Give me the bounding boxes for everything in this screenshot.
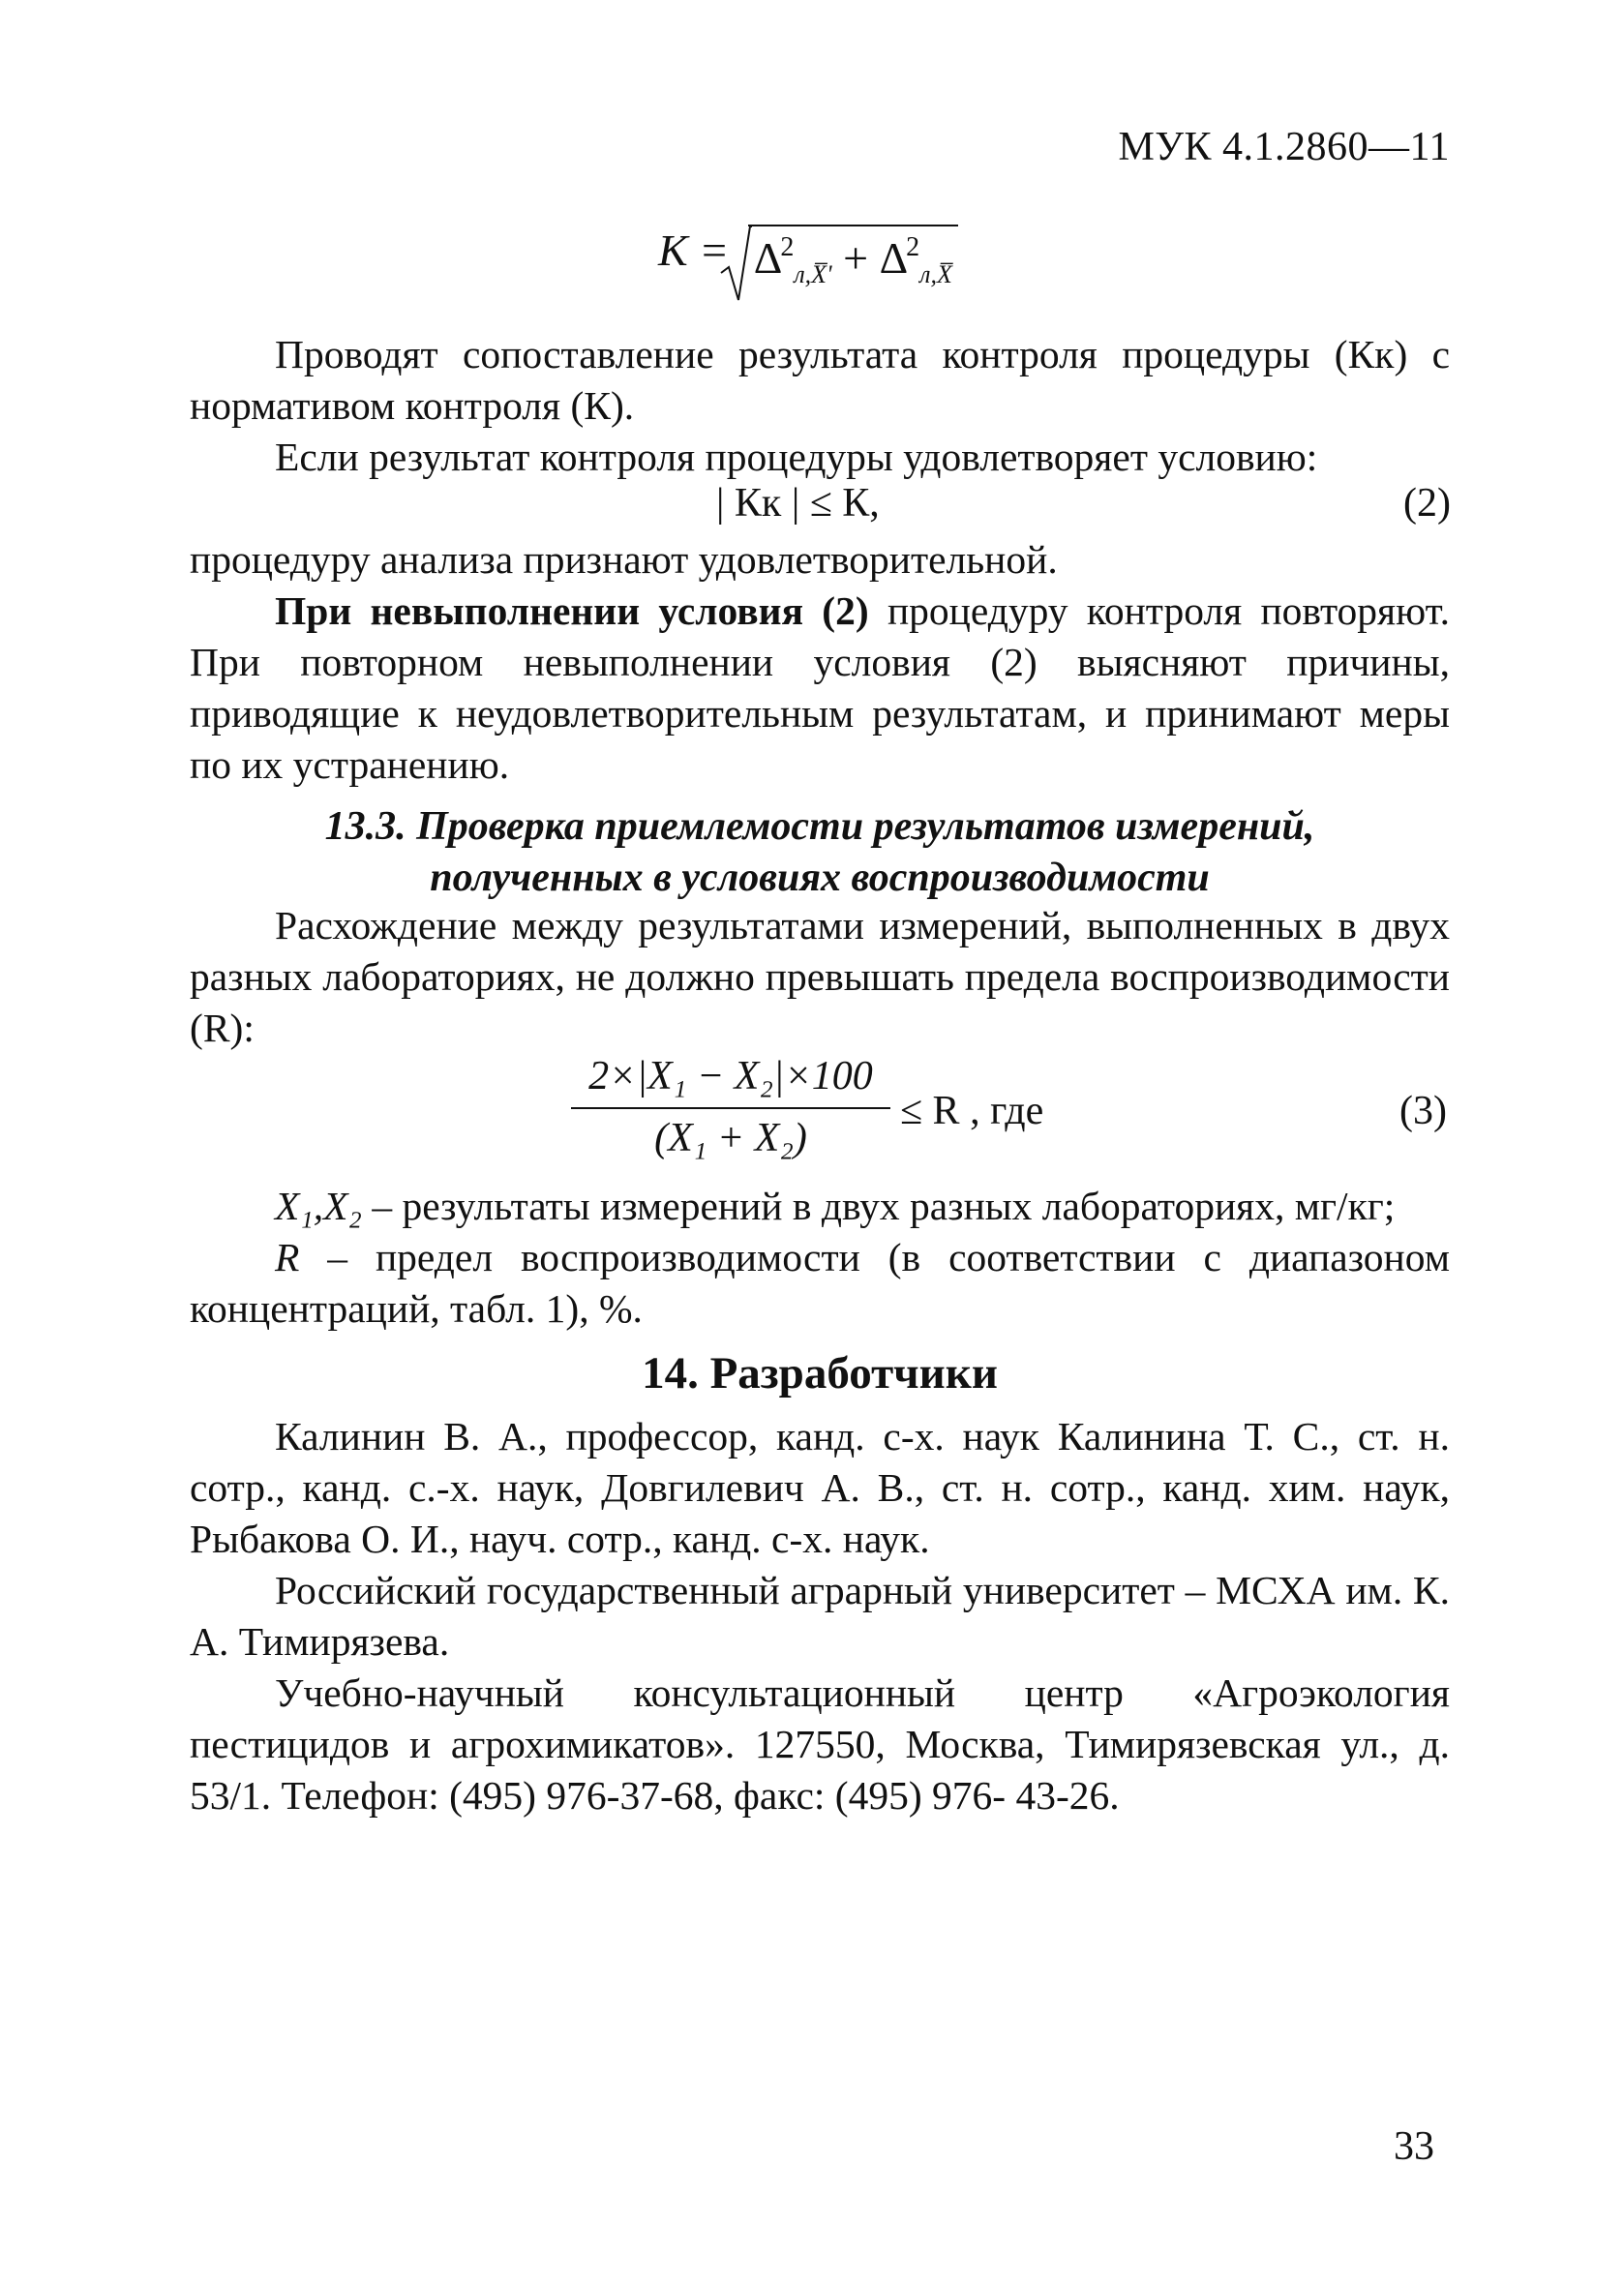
definition-r — [190, 1232, 1450, 1335]
developers-section — [190, 1411, 1450, 1821]
repeat-rest: процедуру контроля повторяют. При повторном невыполнении условия (2) выясняют причины, приводящие к неудовлетворительным результатам, и принимают меры по их устранению. — [190, 588, 1450, 787]
reproducibility-intro-text: Расхождение между результатами измерений, выполненных в двух разных лабораториях, не должно превышать предела воспроизводимости (R): — [190, 903, 1450, 1050]
delta-2-subscript: л,X̅ — [919, 260, 952, 288]
delta-2: Δ — [879, 233, 909, 283]
paragraph-group-2 — [190, 534, 1450, 791]
sqrt-symbol — [748, 225, 958, 289]
definition-x1-x2-text: – результаты измерений в двух разных лабораториях, мг/кг; — [361, 1184, 1396, 1228]
equation-number-2: (2) — [1403, 481, 1451, 526]
radicand — [748, 225, 958, 289]
definition-x1-x2-symbol: X₁,X₂ — [275, 1184, 362, 1228]
delta-1: Δ — [753, 233, 783, 283]
document-code-header: МУК 4.1.2860—11 — [1118, 125, 1450, 169]
developers-center: Учебно-научный консультационный центр «Агроэкология пестицидов и агрохимикатов». 127550, Москва, Тимирязевская ул., д. 53/1. Телефон: (495) 976-37-68, факс: (495) 976- 43-26. — [190, 1670, 1450, 1818]
paragraph-group-1 — [190, 329, 1450, 483]
paragraph-condition-intro: Если результат контроля процедуры удовлетворяет условию: — [275, 435, 1318, 479]
page-number: 33 — [1394, 2124, 1434, 2169]
paragraph-satisfactory: процедуру анализа признают удовлетворительной. — [190, 537, 1058, 582]
definition-r-symbol: R — [275, 1235, 300, 1279]
definitions — [190, 1181, 1450, 1335]
section-13-3-title — [190, 801, 1450, 904]
paragraph-reproducibility-intro — [190, 900, 1450, 1054]
formula-3-numerator: 2×|X₁ − X₂|×100 — [571, 1053, 890, 1109]
section-14-title: 14. Разработчики — [642, 1348, 998, 1399]
formula-3-denominator: (X₁ + X₂) — [654, 1116, 807, 1160]
repeat-bold-lead: При невыполнении условия (2) — [275, 588, 869, 633]
section-13-3-title-line-1: 13.3. Проверка приемлемости результатов измерений, — [324, 804, 1315, 849]
formula-3-tail: ≤ R , где — [900, 1089, 1044, 1133]
developers-list: Калинин В. А., профессор, канд. с-х. наук Калинина Т. С., ст. н. сотр., канд. с.-х. наук, Довгилевич А. В., ст. н. сотр., канд. хим. наук, Рыбакова О. И., науч. сотр., канд. с-х. наук. — [190, 1414, 1450, 1561]
section-13-3-title-line-2: полученных в условиях воспроизводимости — [430, 856, 1210, 900]
formula-k — [658, 225, 958, 321]
definition-r-text: – предел воспроизводимости (в соответствии с диапазоном концентраций, табл. 1), %. — [190, 1235, 1450, 1331]
delta-2-exponent: 2 — [906, 232, 920, 262]
equation-number-3: (3) — [1399, 1089, 1447, 1133]
formula-3-fraction — [571, 1053, 890, 1161]
delta-1-exponent: 2 — [780, 232, 795, 262]
delta-1-subscript: л,X̅' — [794, 260, 832, 288]
radical-sign-icon — [719, 225, 752, 302]
paragraph-repeat — [190, 586, 1450, 791]
paragraph-comparison: Проводят сопоставление результата контроля процедуры (Кк) с нормативом контроля (К). — [190, 332, 1450, 428]
definition-x1-x2 — [190, 1181, 1450, 1232]
developers-university: Российский государственный аграрный университет – МСХА им. К. А. Тимирязева. — [190, 1568, 1450, 1664]
condition-2: | Кк | ≤ К, — [716, 481, 880, 526]
formula-k-lhs: K = — [658, 226, 730, 275]
plus-sign: + — [843, 233, 869, 283]
